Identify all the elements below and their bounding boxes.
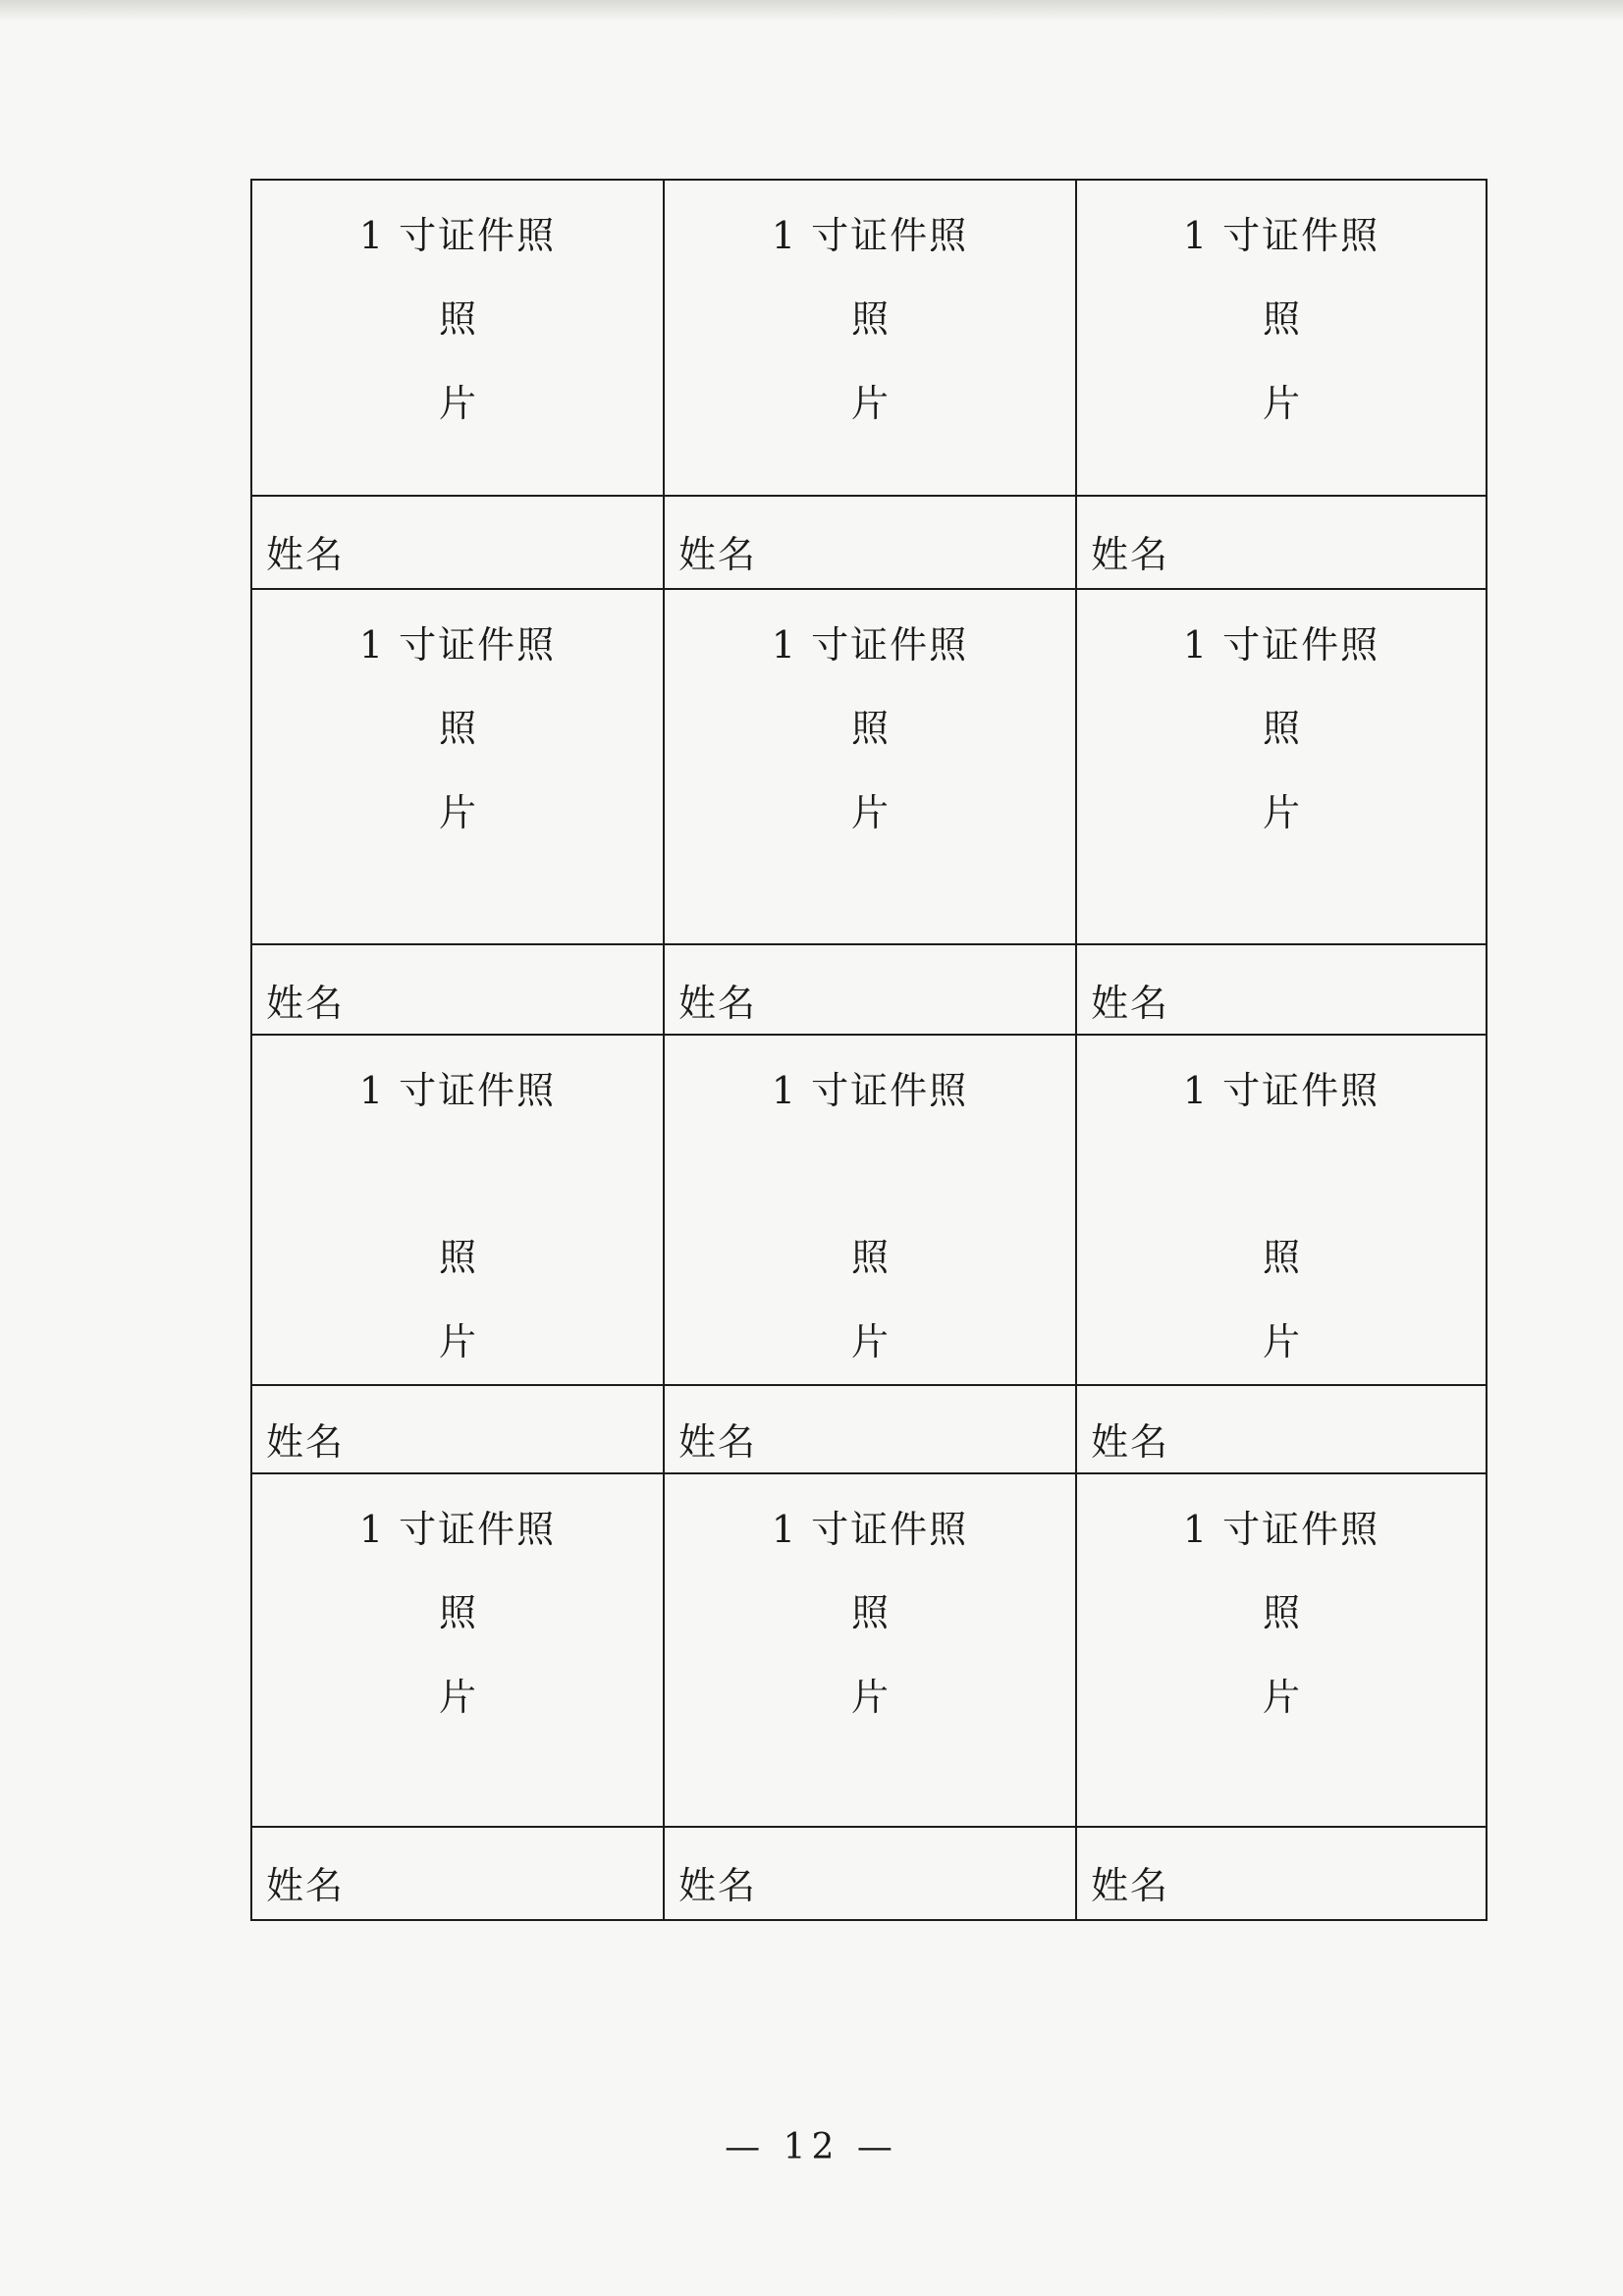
- photo-caption: 1 寸证件照: [771, 623, 969, 667]
- photo-char-2: 片: [438, 1676, 476, 1719]
- photo-cell: [251, 589, 664, 944]
- photo-grid-table: [250, 179, 1488, 1921]
- name-label: 姓名: [1091, 1864, 1170, 1907]
- photo-row: [251, 180, 1487, 496]
- name-row: [251, 1385, 1487, 1473]
- name-label: 姓名: [678, 533, 758, 576]
- photo-char-2: 片: [850, 1676, 889, 1719]
- name-label: 姓名: [1091, 982, 1170, 1025]
- photo-row: [251, 1035, 1487, 1385]
- name-label: 姓名: [678, 1864, 758, 1907]
- photo-caption: 1 寸证件照: [1182, 1069, 1380, 1112]
- photo-char-1: 照: [438, 297, 476, 341]
- name-cell: [1076, 944, 1487, 1035]
- name-cell: [251, 944, 664, 1035]
- photo-char-1: 照: [1262, 1236, 1300, 1279]
- photo-char-1: 照: [438, 707, 476, 750]
- page-edge-shadow: [0, 0, 1623, 22]
- photo-cell: [1076, 180, 1487, 496]
- photo-char-1: 照: [850, 707, 889, 750]
- photo-char-2: 片: [438, 1320, 476, 1363]
- photo-cell: [251, 180, 664, 496]
- name-row: [251, 944, 1487, 1035]
- photo-char-2: 片: [1262, 791, 1300, 834]
- photo-caption: 1 寸证件照: [771, 1069, 969, 1112]
- photo-cell: [664, 180, 1076, 496]
- name-label: 姓名: [678, 982, 758, 1025]
- photo-row: [251, 1473, 1487, 1827]
- photo-caption: 1 寸证件照: [1182, 214, 1380, 257]
- name-cell: [251, 1385, 664, 1473]
- photo-cell: [1076, 589, 1487, 944]
- name-label: 姓名: [678, 1420, 758, 1464]
- name-row: [251, 1827, 1487, 1920]
- photo-caption: 1 寸证件照: [771, 1508, 969, 1551]
- photo-caption: 1 寸证件照: [358, 623, 557, 667]
- photo-char-1: 照: [1262, 297, 1300, 341]
- photo-char-2: 片: [438, 791, 476, 834]
- name-cell: [1076, 1385, 1487, 1473]
- photo-char-2: 片: [438, 382, 476, 425]
- photo-caption: 1 寸证件照: [1182, 1508, 1380, 1551]
- name-cell: [664, 1385, 1076, 1473]
- name-label: 姓名: [1091, 533, 1170, 576]
- photo-cell: [664, 589, 1076, 944]
- name-label: 姓名: [266, 982, 346, 1025]
- name-label: 姓名: [1091, 1420, 1170, 1464]
- photo-caption: 1 寸证件照: [358, 214, 557, 257]
- photo-char-1: 照: [850, 297, 889, 341]
- page-number: — 12 —: [725, 2127, 898, 2167]
- photo-caption: 1 寸证件照: [1182, 623, 1380, 667]
- photo-cell: [251, 1473, 664, 1827]
- photo-char-2: 片: [850, 791, 889, 834]
- photo-char-2: 片: [1262, 1676, 1300, 1719]
- name-cell: [664, 944, 1076, 1035]
- name-cell: [1076, 1827, 1487, 1920]
- photo-char-1: 照: [438, 1591, 476, 1634]
- name-cell: [251, 1827, 664, 1920]
- photo-caption: 1 寸证件照: [771, 214, 969, 257]
- name-cell: [251, 496, 664, 589]
- photo-cell: [1076, 1473, 1487, 1827]
- name-label: 姓名: [266, 1864, 346, 1907]
- name-cell: [664, 496, 1076, 589]
- photo-char-2: 片: [1262, 1320, 1300, 1363]
- photo-char-2: 片: [850, 1320, 889, 1363]
- name-label: 姓名: [266, 1420, 346, 1464]
- photo-char-2: 片: [850, 382, 889, 425]
- photo-cell: [1076, 1035, 1487, 1385]
- photo-char-1: 照: [850, 1236, 889, 1279]
- photo-char-1: 照: [1262, 707, 1300, 750]
- photo-char-1: 照: [438, 1236, 476, 1279]
- name-cell: [664, 1827, 1076, 1920]
- photo-char-1: 照: [1262, 1591, 1300, 1634]
- photo-caption: 1 寸证件照: [358, 1069, 557, 1112]
- photo-cell: [251, 1035, 664, 1385]
- name-label: 姓名: [266, 533, 346, 576]
- photo-char-2: 片: [1262, 382, 1300, 425]
- photo-row: [251, 589, 1487, 944]
- name-cell: [1076, 496, 1487, 589]
- name-row: [251, 496, 1487, 589]
- photo-caption: 1 寸证件照: [358, 1508, 557, 1551]
- photo-cell: [664, 1473, 1076, 1827]
- photo-cell: [664, 1035, 1076, 1385]
- photo-char-1: 照: [850, 1591, 889, 1634]
